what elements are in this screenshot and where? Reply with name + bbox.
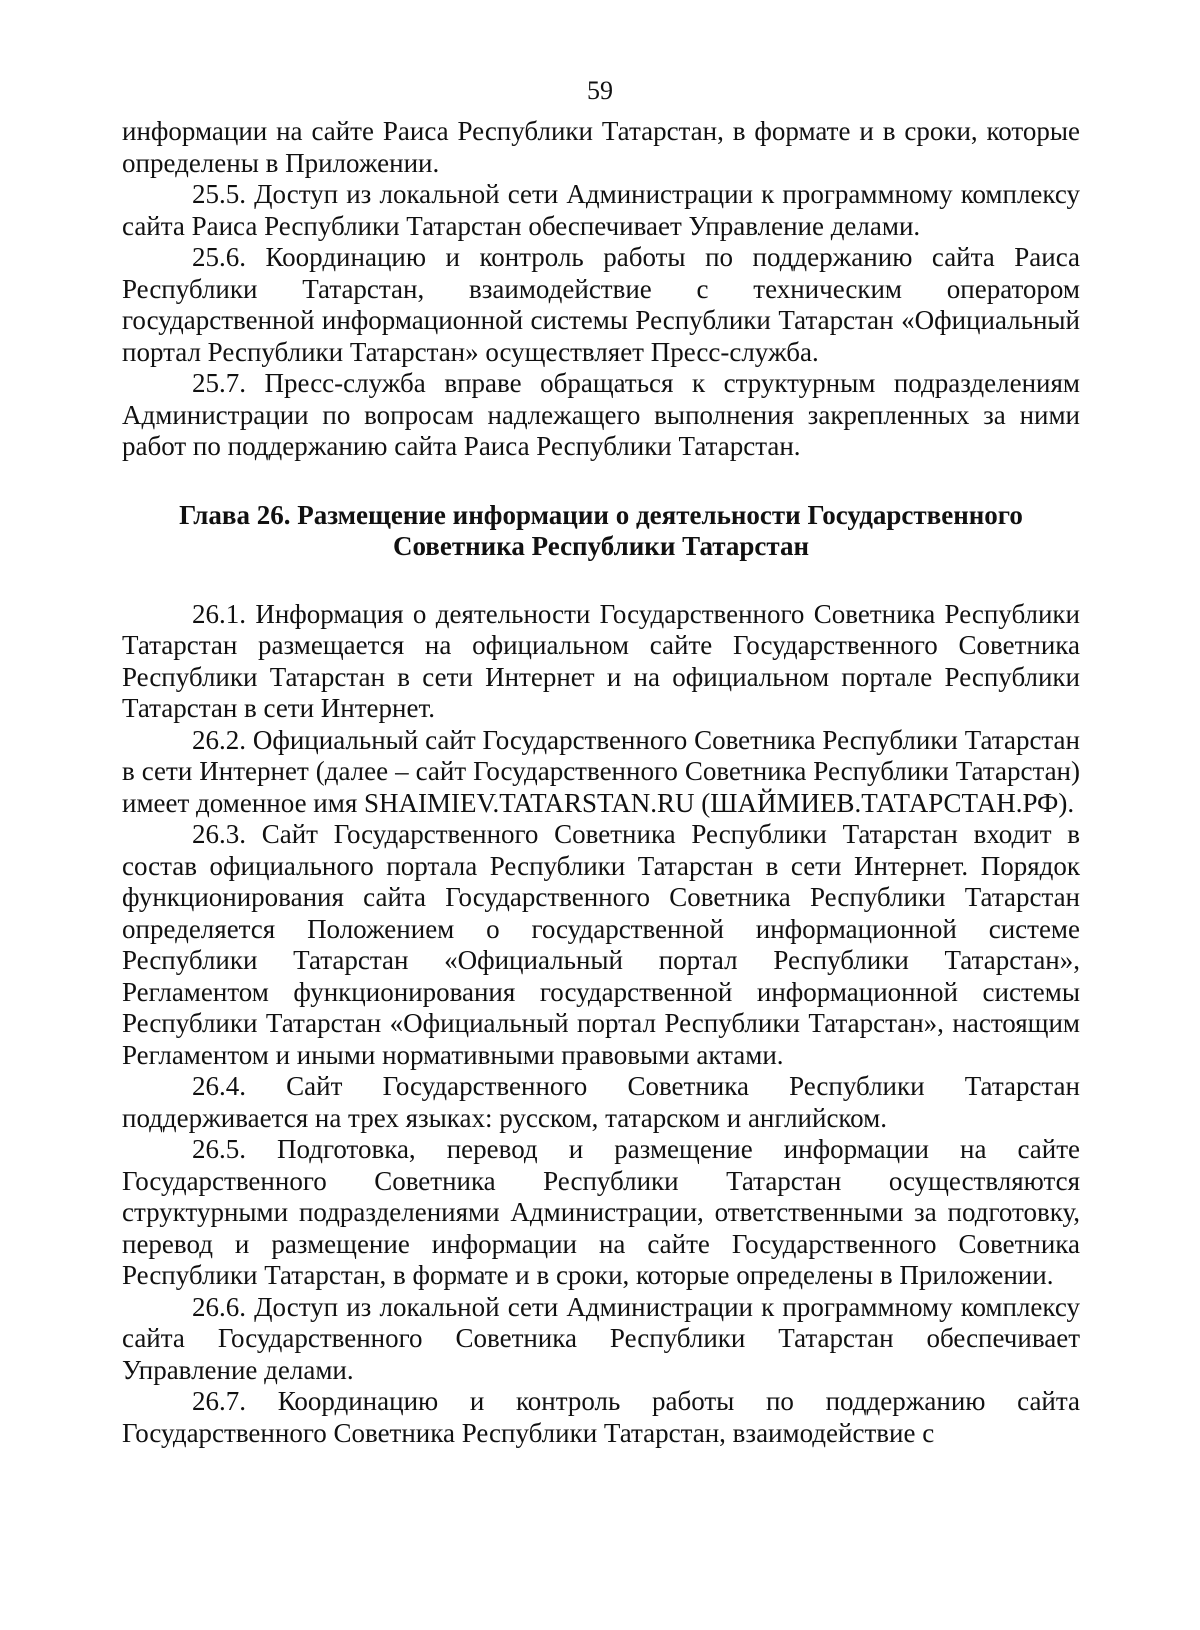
- paragraph-26-7: 26.7. Координацию и контроль работы по поддержанию сайта Государственного Советника Республики Татарстан, взаимодействие с: [122, 1386, 1080, 1448]
- paragraph-25-7: 25.7. Пресс-служба вправе обращаться к структурным подразделениям Администрации по вопросам надлежащего выполнения закрепленных за ними работ по поддержанию сайта Раиса Республики Татарстан.: [122, 368, 1080, 461]
- chapter-26-heading: [122, 500, 1080, 563]
- chapter-heading-line-1: Глава 26. Размещение информации о деятельности Государственного: [179, 499, 1023, 530]
- paragraph-25-4-continuation: информации на сайте Раиса Республики Татарстан, в формате и в сроки, которые определены в Приложении.: [122, 116, 1080, 178]
- paragraph-26-6: 26.6. Доступ из локальной сети Администрации к программному комплексу сайта Государственного Советника Республики Татарстан обеспечивает Управление делами.: [122, 1291, 1080, 1385]
- paragraph-26-3: 26.3. Сайт Государственного Советника Республики Татарстан входит в состав официального портала Республики Татарстан в сети Интернет. Порядок функционирования сайта Государственного Советника Республики Татарстан определяется Положением о государственной информационной системе Республики Татарстан «Официальный портал Республики Татарстан», Регламентом функционирования государственной информационной системы Республики Татарстан «Официальный портал Республики Татарстан», настоящим Регламентом и иными нормативными правовыми актами.: [122, 819, 1080, 1070]
- paragraph-25-5: 25.5. Доступ из локальной сети Администрации к программному комплексу сайта Раиса Республики Татарстан обеспечивает Управление делами.: [122, 179, 1080, 241]
- page-number: 59: [587, 76, 613, 105]
- chapter-heading-line-2: Советника Республики Татарстан: [392, 531, 810, 561]
- paragraph-26-2: 26.2. Официальный сайт Государственного Советника Республики Татарстан в сети Интернет (далее – сайт Государственного Советника Республики Татарстан) имеет доменное имя SHAIMIEV.TATARSTAN.RU (ШАЙМИЕВ.ТАТАРСТАН.РФ).: [122, 724, 1080, 818]
- paragraph-26-5: 26.5. Подготовка, перевод и размещение информации на сайте Государственного Советника Республики Татарстан осуществляются структурными подразделениями Администрации, ответственными за подготовку, перевод и размещение информации на сайте Государственного Советника Республики Татарстан, в формате и в сроки, которые определены в Приложении.: [122, 1134, 1080, 1290]
- document-body: [122, 116, 1080, 1449]
- paragraph-26-4: 26.4. Сайт Государственного Советника Республики Татарстан поддерживается на трех языках: русском, татарском и английском.: [122, 1071, 1080, 1133]
- paragraph-26-1: 26.1. Информация о деятельности Государственного Советника Республики Татарстан размещается на официальном сайте Государственного Советника Республики Татарстан в сети Интернет и на официальном портале Республики Татарстан в сети Интернет.: [122, 598, 1080, 723]
- paragraph-25-6: 25.6. Координацию и контроль работы по поддержанию сайта Раиса Республики Татарстан, взаимодействие с техническим оператором государственной информационной системы Республики Татарстан «Официальный портал Республики Татарстан» осуществляет Пресс-служба.: [122, 242, 1080, 367]
